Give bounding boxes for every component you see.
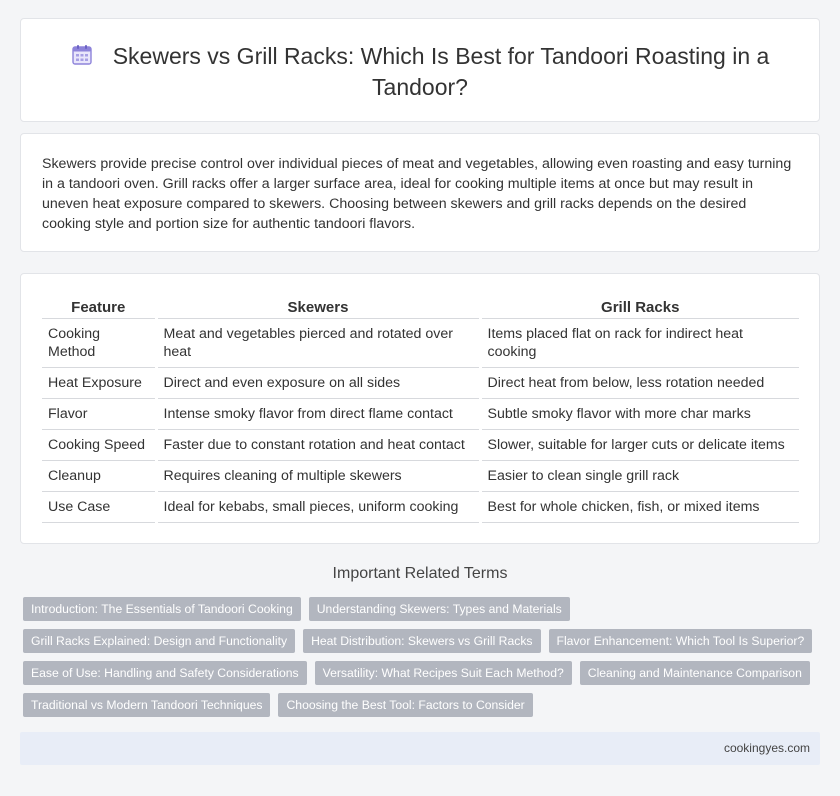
cell-feature: Cooking Method <box>42 318 156 367</box>
footer <box>20 732 820 765</box>
cell-skewers: Intense smoky flavor from direct flame contact <box>156 398 480 429</box>
related-term-tag[interactable]: Versatility: What Recipes Suit Each Method? <box>315 661 572 685</box>
cell-feature: Cooking Speed <box>42 429 156 460</box>
comparison-table <box>42 294 799 523</box>
related-term-tag[interactable]: Heat Distribution: Skewers vs Grill Racks <box>303 629 540 653</box>
related-term-tag[interactable]: Traditional vs Modern Tandoori Techniques <box>23 693 270 717</box>
header-grill-racks: Grill Racks <box>480 294 799 318</box>
related-term-tag[interactable]: Ease of Use: Handling and Safety Considerations <box>23 661 307 685</box>
related-terms-heading: Important Related Terms <box>332 565 508 582</box>
title-wrap <box>51 41 789 103</box>
cell-grill-racks: Subtle smoky flavor with more char marks <box>480 398 799 429</box>
cell-skewers: Ideal for kebabs, small pieces, uniform cooking <box>156 491 480 522</box>
table-row <box>42 367 799 398</box>
cell-feature: Flavor <box>42 398 156 429</box>
related-term-tag[interactable]: Choosing the Best Tool: Factors to Consider <box>278 693 532 717</box>
intro-card <box>20 133 820 252</box>
cell-grill-racks: Slower, suitable for larger cuts or delicate items <box>480 429 799 460</box>
cell-skewers: Direct and even exposure on all sides <box>156 367 480 398</box>
title-card <box>20 18 820 122</box>
related-terms-list <box>23 597 813 717</box>
table-row <box>42 429 799 460</box>
related-term-tag[interactable]: Understanding Skewers: Types and Materials <box>309 597 570 621</box>
header-skewers: Skewers <box>156 294 480 318</box>
cell-skewers: Faster due to constant rotation and heat contact <box>156 429 480 460</box>
related-term-tag[interactable]: Introduction: The Essentials of Tandoori Cooking <box>23 597 301 621</box>
table-row <box>42 460 799 491</box>
related-term-tag[interactable]: Cleaning and Maintenance Comparison <box>580 661 810 685</box>
related-term-tag[interactable]: Grill Racks Explained: Design and Functionality <box>23 629 295 653</box>
comparison-card <box>20 273 820 544</box>
cell-skewers: Requires cleaning of multiple skewers <box>156 460 480 491</box>
table-row <box>42 318 799 367</box>
related-term-tag[interactable]: Flavor Enhancement: Which Tool Is Superior? <box>549 629 813 653</box>
footer-site-link[interactable]: cookingyes.com <box>723 741 810 755</box>
intro-paragraph: Skewers provide precise control over individual pieces of meat and vegetables, allowing even roasting and easy turning in a tandoori oven. Grill racks offer a larger surface area, ideal for cooking multiple items at once but may result in uneven heat exposure compared to skewers. Choosing between skewers and grill racks depends on the desired cooking style and portion size for authentic tandoori flavors. <box>42 156 792 232</box>
cell-feature: Cleanup <box>42 460 156 491</box>
cell-skewers: Meat and vegetables pierced and rotated over heat <box>156 318 480 367</box>
table-row <box>42 398 799 429</box>
cell-grill-racks: Easier to clean single grill rack <box>480 460 799 491</box>
cell-grill-racks: Items placed flat on rack for indirect heat cooking <box>480 318 799 367</box>
header-feature: Feature <box>42 294 156 318</box>
page-title: Skewers vs Grill Racks: Which Is Best for Tandoori Roasting in a Tandoor? <box>112 43 770 100</box>
cell-grill-racks: Direct heat from below, less rotation needed <box>480 367 799 398</box>
cell-feature: Use Case <box>42 491 156 522</box>
cell-grill-racks: Best for whole chicken, fish, or mixed items <box>480 491 799 522</box>
table-row <box>42 491 799 522</box>
cell-feature: Heat Exposure <box>42 367 156 398</box>
table-header-row <box>42 294 799 318</box>
calendar-icon <box>71 44 93 66</box>
